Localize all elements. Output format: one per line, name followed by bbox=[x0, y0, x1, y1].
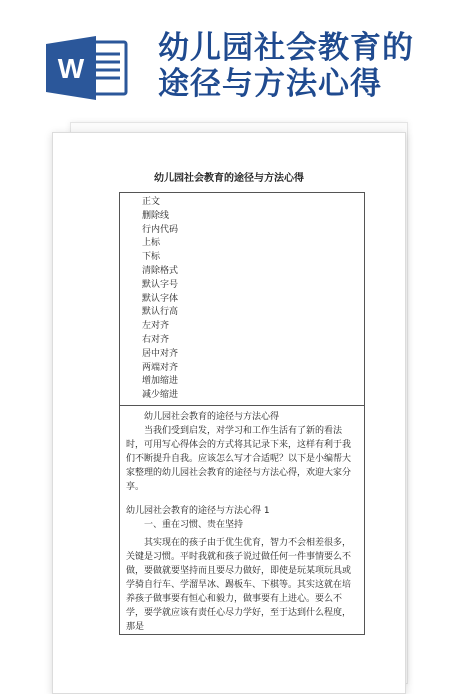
intro-paragraph: 当我们受到启发，对学习和工作生活有了新的看法时，可用写心得体会的方式将其记录下来，这样有利于我们不断提升自我。应该怎么写才合适呢？以下是小编帮大家整理的幼儿园社会教育的途径与方法心得，欢迎大家分享。 bbox=[126, 425, 352, 492]
menu-item-align-right[interactable]: 右对齐 bbox=[142, 334, 170, 345]
subheading: 幼儿园社会教育的途径与方法心得 1 bbox=[126, 505, 270, 516]
document-title: 幼儿园社会教育的途径与方法心得 bbox=[154, 173, 304, 184]
format-menu bbox=[120, 193, 364, 406]
menu-item-strikethrough[interactable]: 删除线 bbox=[142, 210, 170, 221]
header-title bbox=[158, 30, 458, 102]
word-logo-letter: W bbox=[57, 53, 85, 84]
menu-item-justify[interactable]: 两端对齐 bbox=[142, 362, 179, 373]
document-content bbox=[120, 406, 364, 634]
point-heading: 一、重在习惯、贵在坚持 bbox=[144, 519, 244, 530]
menu-item-default-size[interactable]: 默认字号 bbox=[142, 279, 179, 290]
menu-item-increase-indent[interactable]: 增加缩进 bbox=[142, 376, 179, 387]
body-paragraph: 其实现在的孩子由于优生优育，智力不会相差很多，关键是习惯。平时我就和孩子说过做任何一件事情要么不做，要做就要坚持而且要尽力做好，即使是玩某项玩具或学骑自行车、学溜旱冰、踢板车、下棋等。其实这就在培养孩子做事要有恒心和毅力，做事要有上进心。要么不学，要学就应该有责任心尽力学好，至于达到什么程度，那是 bbox=[126, 537, 352, 632]
header-title-line1: 幼儿园社会教育的 bbox=[158, 30, 414, 66]
menu-item-superscript[interactable]: 上标 bbox=[142, 238, 161, 249]
menu-item-align-center[interactable]: 居中对齐 bbox=[142, 348, 179, 359]
section-title: 幼儿园社会教育的途径与方法心得 bbox=[144, 411, 280, 422]
menu-item-clear-format[interactable]: 清除格式 bbox=[142, 265, 179, 276]
menu-item-default-font[interactable]: 默认字体 bbox=[142, 293, 179, 304]
menu-item-normal[interactable]: 正文 bbox=[142, 197, 161, 207]
menu-item-align-left[interactable]: 左对齐 bbox=[142, 321, 170, 332]
menu-item-decrease-indent[interactable]: 减少缩进 bbox=[142, 390, 179, 401]
word-logo-icon bbox=[42, 36, 132, 100]
document-table bbox=[119, 192, 365, 635]
document-page bbox=[52, 132, 406, 694]
menu-item-subscript[interactable]: 下标 bbox=[142, 252, 161, 263]
header-title-line2: 途径与方法心得 bbox=[158, 66, 382, 102]
menu-item-default-line-height[interactable]: 默认行高 bbox=[142, 307, 179, 318]
menu-item-inline-code[interactable]: 行内代码 bbox=[142, 224, 179, 235]
